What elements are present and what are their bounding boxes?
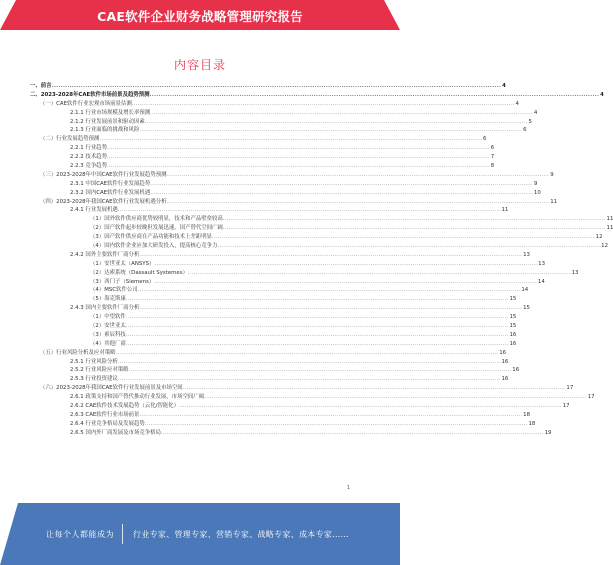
toc-entry[interactable]: [30, 215, 613, 224]
toc-leader-dots: ........................................................................................................................................................................................................: [51, 82, 502, 89]
toc-entry-title: （3）索辰科技: [90, 331, 126, 338]
toc-entry-page: 18: [528, 420, 536, 427]
toc-leader-dots: ........................................................................................................................................................................................................: [125, 323, 509, 330]
footer-slogan-suffix: 行业专家、管理专家、营销专家、战略专家、成本专家……: [133, 530, 349, 539]
toc-entry-page: 16: [501, 358, 509, 365]
toc-leader-dots: ........................................................................................................................................................................................................: [166, 171, 550, 178]
toc-entry-title: （一）CAE软件行业宏观市场前景估测: [40, 100, 132, 107]
toc-leader-dots: ........................................................................................................................................................................................................: [154, 278, 537, 285]
toc-leader-dots: ........................................................................................................................................................................................................: [150, 180, 533, 187]
toc-entry[interactable]: [30, 286, 529, 295]
toc-leader-dots: ........................................................................................................................................................................................................: [125, 340, 509, 347]
report-title: CAE软件企业财务战略管理研究报告: [97, 9, 303, 24]
toc-leader-dots: ........................................................................................................................................................................................................: [166, 198, 550, 205]
toc-entry-page: 15: [509, 314, 517, 321]
toc-entry-title: （3）西门子（Siemens）: [90, 278, 155, 285]
toc-entry-page: 13: [523, 251, 530, 258]
toc-entry-title: （2）安世亚太: [90, 323, 126, 330]
toc-leader-dots: ........................................................................................................................................................................................................: [117, 376, 501, 383]
toc-entry-title: （4）MSC软件公司: [90, 287, 138, 294]
toc-entry[interactable]: [30, 322, 517, 331]
footer-slogan-prefix: 让每个人都能成为: [46, 530, 114, 539]
toc-leader-dots: ........................................................................................................................................................................................................: [144, 118, 528, 125]
toc-entry[interactable]: [30, 367, 520, 376]
toc-leader-dots: ........................................................................................................................................................................................................: [217, 243, 601, 250]
toc-entry-page: 4: [600, 91, 604, 98]
toc-entry[interactable]: [30, 91, 604, 100]
toc-leader-dots: ........................................................................................................................................................................................................: [222, 225, 606, 232]
toc-entry[interactable]: [30, 393, 595, 402]
toc-entry-title: 2.1.3 行业面临的挑战和风险: [70, 127, 140, 134]
toc-entry-page: 6: [523, 127, 527, 134]
toc-leader-dots: ........................................................................................................................................................................................................: [131, 100, 515, 107]
toc-entry-title: 2.6.2 CAE软件技术发展趋势（云化/智能化）: [70, 403, 179, 410]
toc-leader-dots: ........................................................................................................................................................................................................: [107, 154, 490, 161]
toc-leader-dots: ........................................................................................................................................................................................................: [154, 260, 538, 267]
toc-entry[interactable]: [30, 206, 509, 215]
header-banner: [0, 0, 400, 30]
toc-leader-dots: ........................................................................................................................................................................................................: [150, 189, 533, 196]
toc-entry-page: 9: [550, 171, 554, 178]
toc-entry-page: 16: [509, 340, 517, 347]
toc-entry-page: 6: [483, 136, 487, 143]
toc-leader-dots: ........................................................................................................................................................................................................: [139, 305, 523, 312]
table-of-contents: [30, 82, 613, 438]
toc-leader-dots: ........................................................................................................................................................................................................: [160, 429, 544, 436]
toc-entry-page: 11: [606, 216, 613, 223]
toc-entry-page: 7: [490, 154, 495, 161]
toc-entry[interactable]: [30, 162, 495, 171]
footer-divider: [122, 524, 123, 544]
toc-entry-title: 2.5.1 行业风险分析: [70, 358, 118, 365]
toc-entry-title: （三）2023-2028年中国CAE软件行业发展趋势预测: [40, 171, 167, 178]
toc-entry-page: 16: [499, 349, 507, 356]
toc-entry[interactable]: [30, 82, 506, 91]
toc-entry-page: 12: [601, 243, 608, 250]
toc-entry-page: 8: [490, 163, 495, 169]
footer-banner: [0, 503, 400, 565]
toc-entry-title: （五）行业风险分析及应对策略: [40, 349, 116, 356]
toc-entry[interactable]: [30, 100, 519, 109]
toc-entry[interactable]: [30, 402, 570, 411]
toc-entry-page: 17: [566, 385, 574, 392]
toc-entry[interactable]: [30, 251, 530, 260]
toc-entry[interactable]: [30, 118, 532, 127]
toc-entry[interactable]: [30, 242, 608, 251]
toc-entry-page: 16: [509, 331, 517, 338]
toc-entry[interactable]: [30, 180, 538, 189]
toc-entry-title: 2.5.3 行业投资建议: [70, 376, 118, 383]
toc-entry-title: （1）中望软件: [90, 314, 126, 321]
toc-entry[interactable]: [30, 153, 495, 162]
toc-entry-title: （5）海克斯康: [90, 296, 126, 303]
footer-left-notch: [0, 503, 18, 565]
toc-entry-title: （3）国产软件供应商在产品功能和技术上差距明显: [90, 234, 213, 241]
toc-leader-dots: ........................................................................................................................................................................................................: [212, 234, 595, 241]
toc-entry-title: 2.4.3 国内主要软件厂商分析: [70, 305, 140, 312]
toc-entry[interactable]: [30, 420, 536, 429]
toc-leader-dots: ........................................................................................................................................................................................................: [99, 136, 483, 143]
toc-entry-page: 12: [595, 234, 603, 241]
toc-leader-dots: ........................................................................................................................................................................................................: [107, 163, 490, 169]
toc-entry-page: 11: [550, 198, 558, 205]
toc-entry-page: 4: [515, 100, 519, 107]
toc-entry[interactable]: [30, 233, 603, 242]
toc-entry-title: （4）其他厂商: [90, 340, 126, 347]
toc-entry-page: 6: [490, 145, 495, 152]
toc-leader-dots: ........................................................................................................................................................................................................: [125, 331, 509, 338]
toc-entry[interactable]: [30, 224, 613, 233]
toc-leader-dots: ........................................................................................................................................................................................................: [204, 394, 587, 401]
toc-entry[interactable]: [30, 260, 545, 269]
toc-leader-dots: ........................................................................................................................................................................................................: [125, 314, 509, 321]
toc-entry-page: 15: [509, 323, 517, 330]
toc-leader-dots: ........................................................................................................................................................................................................: [125, 296, 509, 303]
toc-entry[interactable]: [30, 349, 507, 358]
toc-entry-page: 13: [538, 260, 545, 267]
toc-entry-title: 2.2.2 技术趋势: [70, 154, 107, 161]
toc-entry-page: 10: [533, 189, 541, 196]
toc-entry-title: 2.2.1 行业趋势: [70, 145, 107, 152]
toc-heading: 内容目录: [173, 58, 226, 72]
toc-leader-dots: ........................................................................................................................................................................................................: [117, 207, 501, 214]
toc-entry[interactable]: [30, 269, 579, 278]
toc-entry-title: （2）达索系统（Dassault Systemes）: [90, 269, 188, 276]
toc-entry-title: （1）国外软件供应商优势较明显，技术和产品壁垒较高: [90, 216, 223, 223]
toc-entry[interactable]: [30, 198, 558, 207]
toc-entry-title: 2.1.1 行业市场规模及增长率预测: [70, 109, 151, 116]
toc-entry-title: （2）国产软件起步较晚但发展迅速，国产替代空间广阔: [90, 225, 223, 232]
toc-entry-title: 2.6.4 行业竞争格局及发展趋势: [70, 420, 145, 427]
toc-entry-title: （四）2023-2028年我国CAE软件行业发展机遇分析: [40, 198, 167, 205]
toc-entry-title: （4）国内软件企业应加大研发投入，提高核心竞争力: [90, 243, 218, 250]
toc-entry-page: 16: [501, 376, 509, 383]
toc-entry[interactable]: [30, 189, 541, 198]
toc-entry-page: 15: [509, 296, 517, 303]
toc-entry-page: 4: [502, 82, 506, 89]
toc-leader-dots: ........................................................................................................................................................................................................: [222, 216, 606, 223]
toc-entry-title: 2.6.5 国内外厂商发展及市场竞争格局: [70, 429, 161, 436]
toc-entry-page: 17: [587, 394, 595, 401]
toc-entry[interactable]: [30, 295, 517, 304]
toc-entry-page: 17: [562, 403, 570, 410]
toc-leader-dots: ........................................................................................................................................................................................................: [115, 349, 499, 356]
toc-entry-page: 11: [501, 207, 509, 214]
toc-entry[interactable]: [30, 411, 530, 420]
toc-entry-title: 2.6.3 CAE软件行业市场前景: [70, 411, 140, 418]
toc-leader-dots: ........................................................................................................................................................................................................: [117, 358, 501, 365]
toc-leader-dots: ........................................................................................................................................................................................................: [139, 127, 523, 134]
toc-entry[interactable]: [30, 429, 552, 438]
toc-entry[interactable]: [30, 304, 530, 313]
toc-entry-title: （二）行业发展趋势预测: [40, 136, 100, 143]
toc-entry[interactable]: [30, 144, 495, 153]
toc-leader-dots: ........................................................................................................................................................................................................: [149, 91, 600, 98]
toc-leader-dots: ........................................................................................................................................................................................................: [128, 367, 512, 374]
toc-entry[interactable]: [30, 384, 574, 393]
toc-leader-dots: ........................................................................................................................................................................................................: [107, 145, 490, 152]
toc-entry[interactable]: [30, 109, 538, 118]
toc-entry[interactable]: [30, 135, 487, 144]
toc-entry-page: 18: [523, 411, 530, 418]
toc-entry[interactable]: [30, 358, 509, 367]
toc-entry[interactable]: [30, 126, 527, 135]
toc-entry-title: 二、2023-2028年CAE软件市场前景及趋势预测: [30, 91, 150, 98]
toc-entry-title: 一、前言: [30, 82, 52, 89]
toc-entry-title: 2.3.2 国内CAE软件行业发展机遇: [70, 189, 151, 196]
toc-entry-title: 2.1.2 行业发展前景和驱动因素: [70, 118, 145, 125]
toc-entry-page: 19: [544, 429, 552, 436]
toc-entry-page: 14: [521, 287, 529, 294]
toc-entry-page: 9: [533, 180, 538, 187]
toc-entry[interactable]: [30, 171, 554, 180]
toc-entry[interactable]: [30, 331, 517, 340]
toc-entry-page: 5: [528, 118, 532, 125]
toc-entry-title: 2.4.2 国外主要软件厂商分析: [70, 251, 140, 258]
toc-entry-title: 2.6.1 政策支持和国产替代推动行业发展，市场空间广阔: [70, 394, 205, 401]
toc-entry-title: （六）2023-2028年我国CAE软件行业发展前景及市场空间: [40, 385, 183, 392]
toc-entry[interactable]: [30, 375, 509, 384]
toc-entry-page: 15: [523, 305, 530, 312]
toc-entry-page: 13: [571, 269, 579, 276]
toc-entry[interactable]: [30, 313, 517, 322]
toc-leader-dots: ........................................................................................................................................................................................................: [178, 403, 562, 410]
toc-entry-title: （1）安世亚太（ANSYS）: [90, 260, 155, 267]
toc-entry[interactable]: [30, 278, 545, 287]
toc-entry-page: 11: [606, 225, 613, 232]
toc-entry[interactable]: [30, 340, 517, 349]
toc-leader-dots: ........................................................................................................................................................................................................: [150, 109, 533, 116]
toc-leader-dots: ........................................................................................................................................................................................................: [182, 385, 566, 392]
page-number: 1: [346, 485, 350, 491]
toc-entry-title: 2.4.1 行业发展机遇: [70, 207, 118, 214]
toc-leader-dots: ........................................................................................................................................................................................................: [139, 411, 523, 418]
toc-entry-title: 2.5.2 行业风险应对策略: [70, 367, 129, 374]
toc-entry-page: 16: [512, 367, 520, 374]
toc-entry-title: 2.3.1 中国CAE软件行业发展趋势: [70, 180, 151, 187]
toc-entry-title: 2.2.3 竞争趋势: [70, 163, 107, 169]
toc-leader-dots: ........................................................................................................................................................................................................: [137, 287, 521, 294]
toc-leader-dots: ........................................................................................................................................................................................................: [144, 420, 528, 427]
toc-entry-page: 4: [533, 109, 538, 116]
toc-entry-page: 14: [537, 278, 545, 285]
toc-leader-dots: ........................................................................................................................................................................................................: [187, 269, 571, 276]
toc-leader-dots: ........................................................................................................................................................................................................: [139, 251, 523, 258]
